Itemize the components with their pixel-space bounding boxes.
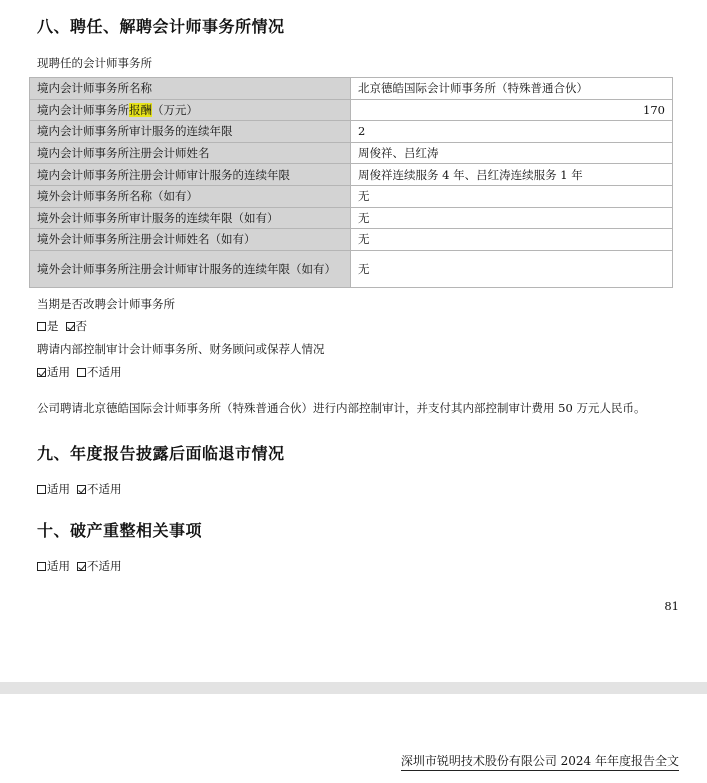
table-row bbox=[30, 250, 673, 287]
table-value-cell: 2 bbox=[351, 121, 673, 143]
table-row bbox=[30, 229, 673, 251]
table-key-cell bbox=[30, 185, 351, 207]
internal-control-label: 聘请内部控制审计会计师事务所、财务顾问或保荐人情况 bbox=[37, 342, 325, 356]
table-value-cell: 周俊祥连续服务 4 年、吕红涛连续服务 1 年 bbox=[351, 164, 673, 186]
table-key-cell bbox=[30, 207, 351, 229]
key-text: 境外会计师事务所审计服务的连续年限（如有） bbox=[37, 210, 279, 225]
key-text: 境内会计师事务所注册会计师审计服务的连续年限 bbox=[37, 167, 290, 182]
auditor-table bbox=[29, 77, 673, 288]
checkbox-unchecked-icon[interactable] bbox=[37, 562, 46, 571]
checkbox-checked-icon[interactable] bbox=[37, 368, 46, 377]
checkbox-unchecked-icon[interactable] bbox=[77, 368, 86, 377]
internal-control-options bbox=[37, 364, 122, 380]
key-text: 境内会计师事务所名称 bbox=[37, 81, 152, 96]
key-text: 境内会计师事务所 bbox=[37, 102, 129, 117]
internal-control-text: 公司聘请北京德皓国际会计师事务所（特殊普通合伙）进行内部控制审计，并支付其内部控制审计费用 50 万元人民币。 bbox=[37, 401, 646, 415]
key-text: 境外会计师事务所注册会计师审计服务的连续年限（如有） bbox=[37, 261, 336, 276]
table-row bbox=[30, 207, 673, 229]
table-value-cell: 北京德皓国际会计师事务所（特殊普通合伙） bbox=[351, 78, 673, 100]
page-separator bbox=[0, 682, 707, 694]
table-value-cell: 170 bbox=[351, 99, 673, 121]
key-text: 境外会计师事务所注册会计师姓名（如有） bbox=[37, 232, 256, 247]
table-value-cell: 无 bbox=[351, 229, 673, 251]
table-key-cell bbox=[30, 78, 351, 100]
option-applicable-label: 适用 bbox=[47, 365, 70, 379]
page-number: 81 bbox=[664, 599, 679, 613]
table-row bbox=[30, 185, 673, 207]
table-row bbox=[30, 78, 673, 100]
table-key-cell bbox=[30, 121, 351, 143]
table-value-cell: 无 bbox=[351, 185, 673, 207]
section-9-title: 九、年度报告披露后面临退市情况 bbox=[37, 444, 285, 463]
table-row bbox=[30, 164, 673, 186]
table-row bbox=[30, 121, 673, 143]
change-auditor-question: 当期是否改聘会计师事务所 bbox=[37, 297, 175, 311]
key-text: 境内会计师事务所注册会计师姓名 bbox=[37, 146, 210, 161]
table-value-cell: 无 bbox=[351, 250, 673, 287]
highlighted-text: 报酬 bbox=[129, 102, 152, 117]
option-not-applicable-label: 不适用 bbox=[87, 559, 122, 573]
option-no-label: 否 bbox=[75, 319, 87, 333]
current-auditor-label: 现聘任的会计师事务所 bbox=[37, 56, 152, 70]
section-10-title: 十、破产重整相关事项 bbox=[37, 521, 203, 540]
section-8-title: 八、聘任、解聘会计师事务所情况 bbox=[37, 17, 285, 36]
option-not-applicable-label: 不适用 bbox=[87, 365, 122, 379]
change-auditor-options bbox=[37, 318, 87, 334]
table-key-cell bbox=[30, 99, 351, 121]
checkbox-unchecked-icon[interactable] bbox=[37, 485, 46, 494]
table-row bbox=[30, 99, 673, 121]
checkbox-unchecked-icon[interactable] bbox=[37, 322, 46, 331]
key-text: 境内会计师事务所审计服务的连续年限 bbox=[37, 124, 233, 139]
table-key-cell bbox=[30, 229, 351, 251]
table-row bbox=[30, 142, 673, 164]
page-footer: 深圳市锐明技术股份有限公司 2024 年年度报告全文 bbox=[401, 752, 679, 771]
checkbox-checked-icon[interactable] bbox=[77, 562, 86, 571]
section-10-options bbox=[37, 558, 122, 574]
option-yes-label: 是 bbox=[47, 319, 59, 333]
key-text: 境外会计师事务所名称（如有） bbox=[37, 189, 198, 204]
option-applicable-label: 适用 bbox=[47, 559, 70, 573]
checkbox-checked-icon[interactable] bbox=[66, 322, 75, 331]
table-key-cell bbox=[30, 250, 351, 287]
table-value-cell: 周俊祥、吕红涛 bbox=[351, 142, 673, 164]
section-9-options bbox=[37, 481, 122, 497]
table-value-cell: 无 bbox=[351, 207, 673, 229]
table-key-cell bbox=[30, 164, 351, 186]
checkbox-checked-icon[interactable] bbox=[77, 485, 86, 494]
option-applicable-label: 适用 bbox=[47, 482, 70, 496]
key-text-suffix: （万元） bbox=[152, 102, 198, 117]
table-key-cell bbox=[30, 142, 351, 164]
option-not-applicable-label: 不适用 bbox=[87, 482, 122, 496]
